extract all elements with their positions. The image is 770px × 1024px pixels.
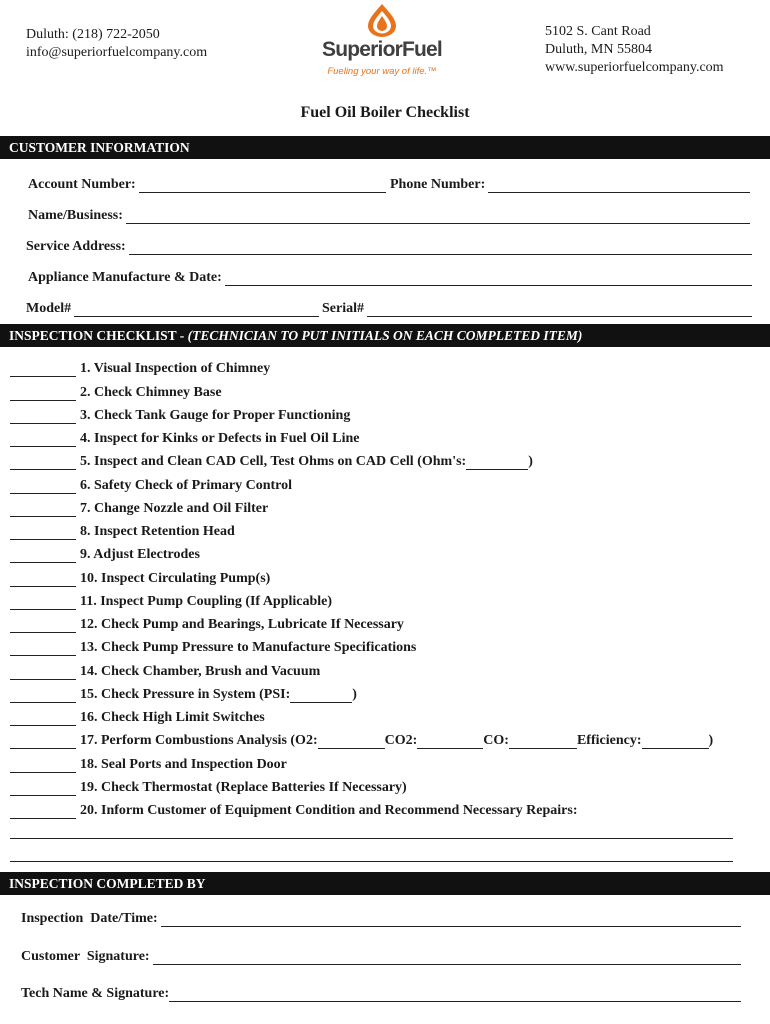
account-number-line[interactable]	[139, 178, 386, 193]
checklist-item-19: 19. Check Thermostat (Replace Batteries If Necessary)	[10, 773, 760, 796]
ohms-blank[interactable]	[466, 457, 528, 470]
inspection-heading-note: (TECHNICIAN TO PUT INITIALS ON EACH COMPLETED ITEM)	[187, 328, 583, 343]
customer-signature-label: Customer Signature:	[21, 949, 150, 964]
inspection-completed-heading: INSPECTION COMPLETED BY	[0, 872, 770, 895]
tech-signature-field[interactable]	[21, 984, 741, 1002]
checklist-item-17: 17. Perform Combustions Analysis (O2: CO2: CO: Efficiency: )	[10, 726, 760, 749]
customer-info-heading: CUSTOMER INFORMATION	[0, 136, 770, 159]
service-address-line[interactable]	[129, 240, 752, 255]
checklist-item-1: 1. Visual Inspection of Chimney	[10, 354, 760, 377]
appliance-line[interactable]	[225, 271, 752, 286]
tech-signature-line[interactable]	[169, 987, 741, 1002]
service-address-label: Service Address:	[26, 239, 126, 254]
checklist-item-12: 12. Check Pump and Bearings, Lubricate If Necessary	[10, 610, 760, 633]
service-address-field[interactable]	[26, 237, 752, 255]
checklist-item-9: 9. Adjust Electrodes	[10, 540, 760, 563]
inspection-checklist-heading	[0, 324, 770, 347]
city-text: Duluth, MN 55804	[545, 42, 652, 57]
website-text: www.superiorfuelcompany.com	[545, 60, 724, 75]
initials-blank[interactable]	[10, 362, 76, 377]
efficiency-blank[interactable]	[642, 736, 709, 749]
appliance-field[interactable]	[28, 268, 752, 286]
account-number-field[interactable]	[28, 175, 386, 193]
customer-signature-line[interactable]	[153, 950, 741, 965]
model-field[interactable]	[26, 299, 319, 317]
initials-blank[interactable]	[10, 734, 76, 749]
logo-tagline: Fueling your way of life.™	[327, 66, 437, 77]
inspection-datetime-label: Inspection Date/Time:	[21, 911, 158, 926]
initials-blank[interactable]	[10, 548, 76, 563]
checklist-item-18: 18. Seal Ports and Inspection Door	[10, 749, 760, 772]
inspection-heading-text: INSPECTION CHECKLIST -	[9, 328, 188, 343]
checklist	[10, 354, 760, 819]
initials-blank[interactable]	[10, 502, 76, 517]
checklist-item-11: 11. Inspect Pump Coupling (If Applicable)	[10, 587, 760, 610]
contact-info	[26, 26, 207, 62]
checklist-item-10: 10. Inspect Circulating Pump(s)	[10, 563, 760, 586]
logo-wordmark: SuperiorFuel	[322, 38, 442, 61]
co-blank[interactable]	[509, 736, 577, 749]
street-text: 5102 S. Cant Road	[545, 24, 651, 39]
name-business-field[interactable]	[28, 206, 750, 224]
o2-blank[interactable]	[318, 736, 385, 749]
initials-blank[interactable]	[10, 479, 76, 494]
checklist-item-8: 8. Inspect Retention Head	[10, 517, 760, 540]
page-title: Fuel Oil Boiler Checklist	[300, 104, 470, 121]
inspection-datetime-line[interactable]	[161, 912, 741, 927]
checklist-item-7: 7. Change Nozzle and Oil Filter	[10, 494, 760, 517]
flame-icon	[311, 2, 453, 38]
model-line[interactable]	[74, 302, 319, 317]
initials-blank[interactable]	[10, 525, 76, 540]
checklist-item-16: 16. Check High Limit Switches	[10, 703, 760, 726]
phone-number-label: Phone Number:	[390, 177, 486, 192]
initials-blank[interactable]	[10, 641, 76, 656]
initials-blank[interactable]	[10, 455, 76, 470]
tech-signature-label: Tech Name & Signature:	[21, 986, 170, 1001]
inspection-datetime-field[interactable]	[21, 909, 741, 927]
psi-blank[interactable]	[290, 690, 352, 703]
initials-blank[interactable]	[10, 688, 76, 703]
checklist-item-5: 5. Inspect and Clean CAD Cell, Test Ohms on CAD Cell (Ohm's: )	[10, 447, 760, 470]
serial-field[interactable]	[322, 299, 752, 317]
initials-blank[interactable]	[10, 595, 76, 610]
phone-number-field[interactable]	[390, 175, 750, 193]
initials-blank[interactable]	[10, 409, 76, 424]
checklist-item-6: 6. Safety Check of Primary Control	[10, 470, 760, 493]
initials-blank[interactable]	[10, 618, 76, 633]
checklist-item-15: 15. Check Pressure in System (PSI: )	[10, 680, 760, 703]
initials-blank[interactable]	[10, 386, 76, 401]
repairs-notes-line-2[interactable]	[10, 861, 733, 862]
phone-number-line[interactable]	[488, 178, 750, 193]
checklist-item-20: 20. Inform Customer of Equipment Condition and Recommend Necessary Repairs:	[10, 796, 760, 819]
phone-text: Duluth: (218) 722-2050	[26, 27, 160, 42]
name-business-line[interactable]	[126, 209, 750, 224]
initials-blank[interactable]	[10, 804, 76, 819]
serial-line[interactable]	[367, 302, 752, 317]
checklist-item-2: 2. Check Chimney Base	[10, 377, 760, 400]
co2-blank[interactable]	[417, 736, 483, 749]
initials-blank[interactable]	[10, 781, 76, 796]
customer-signature-field[interactable]	[21, 947, 741, 965]
initials-blank[interactable]	[10, 665, 76, 680]
account-number-label: Account Number:	[28, 177, 136, 192]
model-label: Model#	[26, 301, 72, 316]
initials-blank[interactable]	[10, 711, 76, 726]
name-business-label: Name/Business:	[28, 208, 123, 223]
initials-blank[interactable]	[10, 572, 76, 587]
checklist-item-14: 14. Check Chamber, Brush and Vacuum	[10, 656, 760, 679]
initials-blank[interactable]	[10, 432, 76, 447]
superior-fuel-logo	[311, 2, 453, 82]
initials-blank[interactable]	[10, 758, 76, 773]
checklist-item-13: 13. Check Pump Pressure to Manufacture Specifications	[10, 633, 760, 656]
checklist-item-3: 3. Check Tank Gauge for Proper Functioning	[10, 401, 760, 424]
checklist-item-4: 4. Inspect for Kinks or Defects in Fuel Oil Line	[10, 424, 760, 447]
email-text: info@superiorfuelcompany.com	[26, 45, 208, 60]
address-info	[545, 23, 724, 77]
appliance-label: Appliance Manufacture & Date:	[28, 270, 222, 285]
repairs-notes-line-1[interactable]	[10, 838, 733, 839]
serial-label: Serial#	[322, 301, 364, 316]
